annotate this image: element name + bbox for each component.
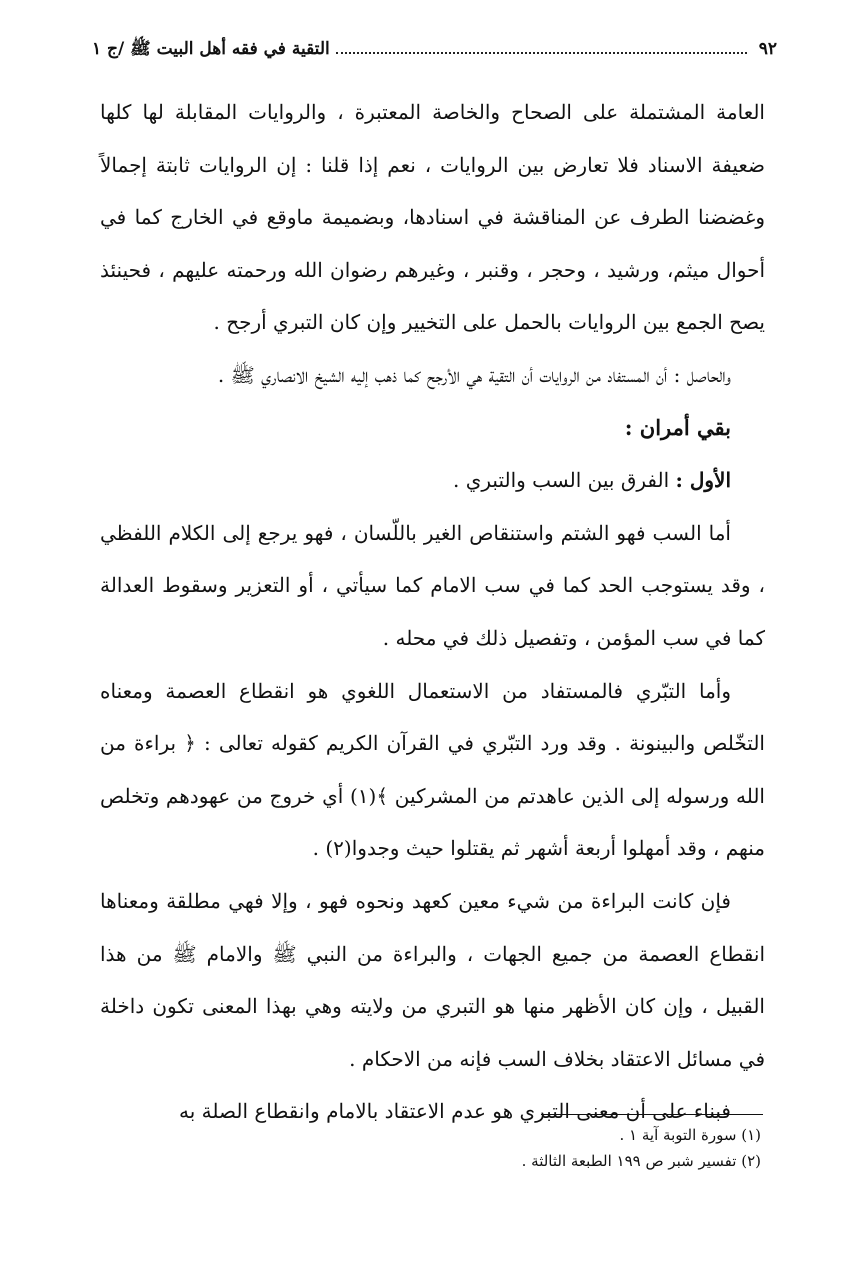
header-dot-leader [336,38,747,54]
footnotes [300,1122,761,1174]
page-number: ٩٢ [758,39,777,59]
body-text [100,86,765,1138]
page-header [92,38,777,66]
paragraph-1: العامة المشتملة على الصحاح والخاصة المعتبرة ، والروايات المقابلة لها كلها ضعيفة الاسناد فلا تعارض بين الروايات ، نعم إذا قلنا : إن الروايات ثابتة إجمالاً وغضضنا الطرف عن المناقشة في اسنادها، وبضميمة ماوقع في الخارج كما في أحوال ميثم، ورشيد ، وحجر ، وقنبر ، وغيرهم رضوان الله ورحمته عليهم ، فحينئذ يصح الجمع بين الروايات بالحمل على التخيير وإن كان التبري أرجح . [100,100,765,335]
subheading-lead: الأول : [675,468,731,493]
footnote-2: (٢) تفسير شبر ص ١٩٩ الطبعة الثالثة . [521,1152,761,1170]
paragraph-baraa: فإن كانت البراءة من شيء معين كعهد ونحوه فهو ، وإلا فهي مطلقة ومعناها انقطاع العصمة من جميع الجهات ، والبراءة من النبي ﷺ والامام ﷺ من هذا القبيل ، وإن كان الأظهر منها هو التبري من ولايته وهي بهذا المعنى تكون داخلة في مسائل الاعتقاد بخلاف السب فإنه من الاحكام . [100,888,765,1071]
paragraph-final: فبناء على أن معنى التبري هو عدم الاعتقاد بالامام وانقطاع الصلة به [179,1099,731,1124]
footnote-1: (١) سورة التوبة آية ١ . [619,1126,761,1144]
section-heading: بقي أمران : [624,414,731,440]
running-title: التقية في فقه أهل البيت ﷺ /ج ١ [92,39,330,59]
paragraph-insult: أما السب فهو الشتم واستنقاص الغير باللّسان ، فهو يرجع إلى الكلام اللفظي ، وقد يستوجب الحد كما في سب الامام كما سيأتي ، أو التعزير وسقوط العدالة كما في سب المؤمن ، وتفصيل ذلك في محله . [100,520,765,650]
footnote-divider [541,1114,763,1115]
subheading-first [100,454,765,507]
subheading-text: الفرق بين السب والتبري . [453,468,676,493]
paragraph-conclusion: والحاصل : أن المستفاد من الروايات أن التقية هي الأرجح كما ذهب إليه الشيخ الانصاري ﷺ . [217,362,731,387]
paragraph-disavowal: وأما التبّري فالمستفاد من الاستعمال اللغوي هو انقطاع العصمة ومعناه التخّلص والبينونة . وقد ورد التبّري في القرآن الكريم كقوله تعالى : ﴿ براءة من الله ورسوله إلى الذين عاهدتم من المشركين ﴾(١) أي خروج من عهودهم وتخلص منهم ، وقد أمهلوا أربعة أشهر ثم يقتلوا حيث وجدوا(٢) . [100,678,765,861]
